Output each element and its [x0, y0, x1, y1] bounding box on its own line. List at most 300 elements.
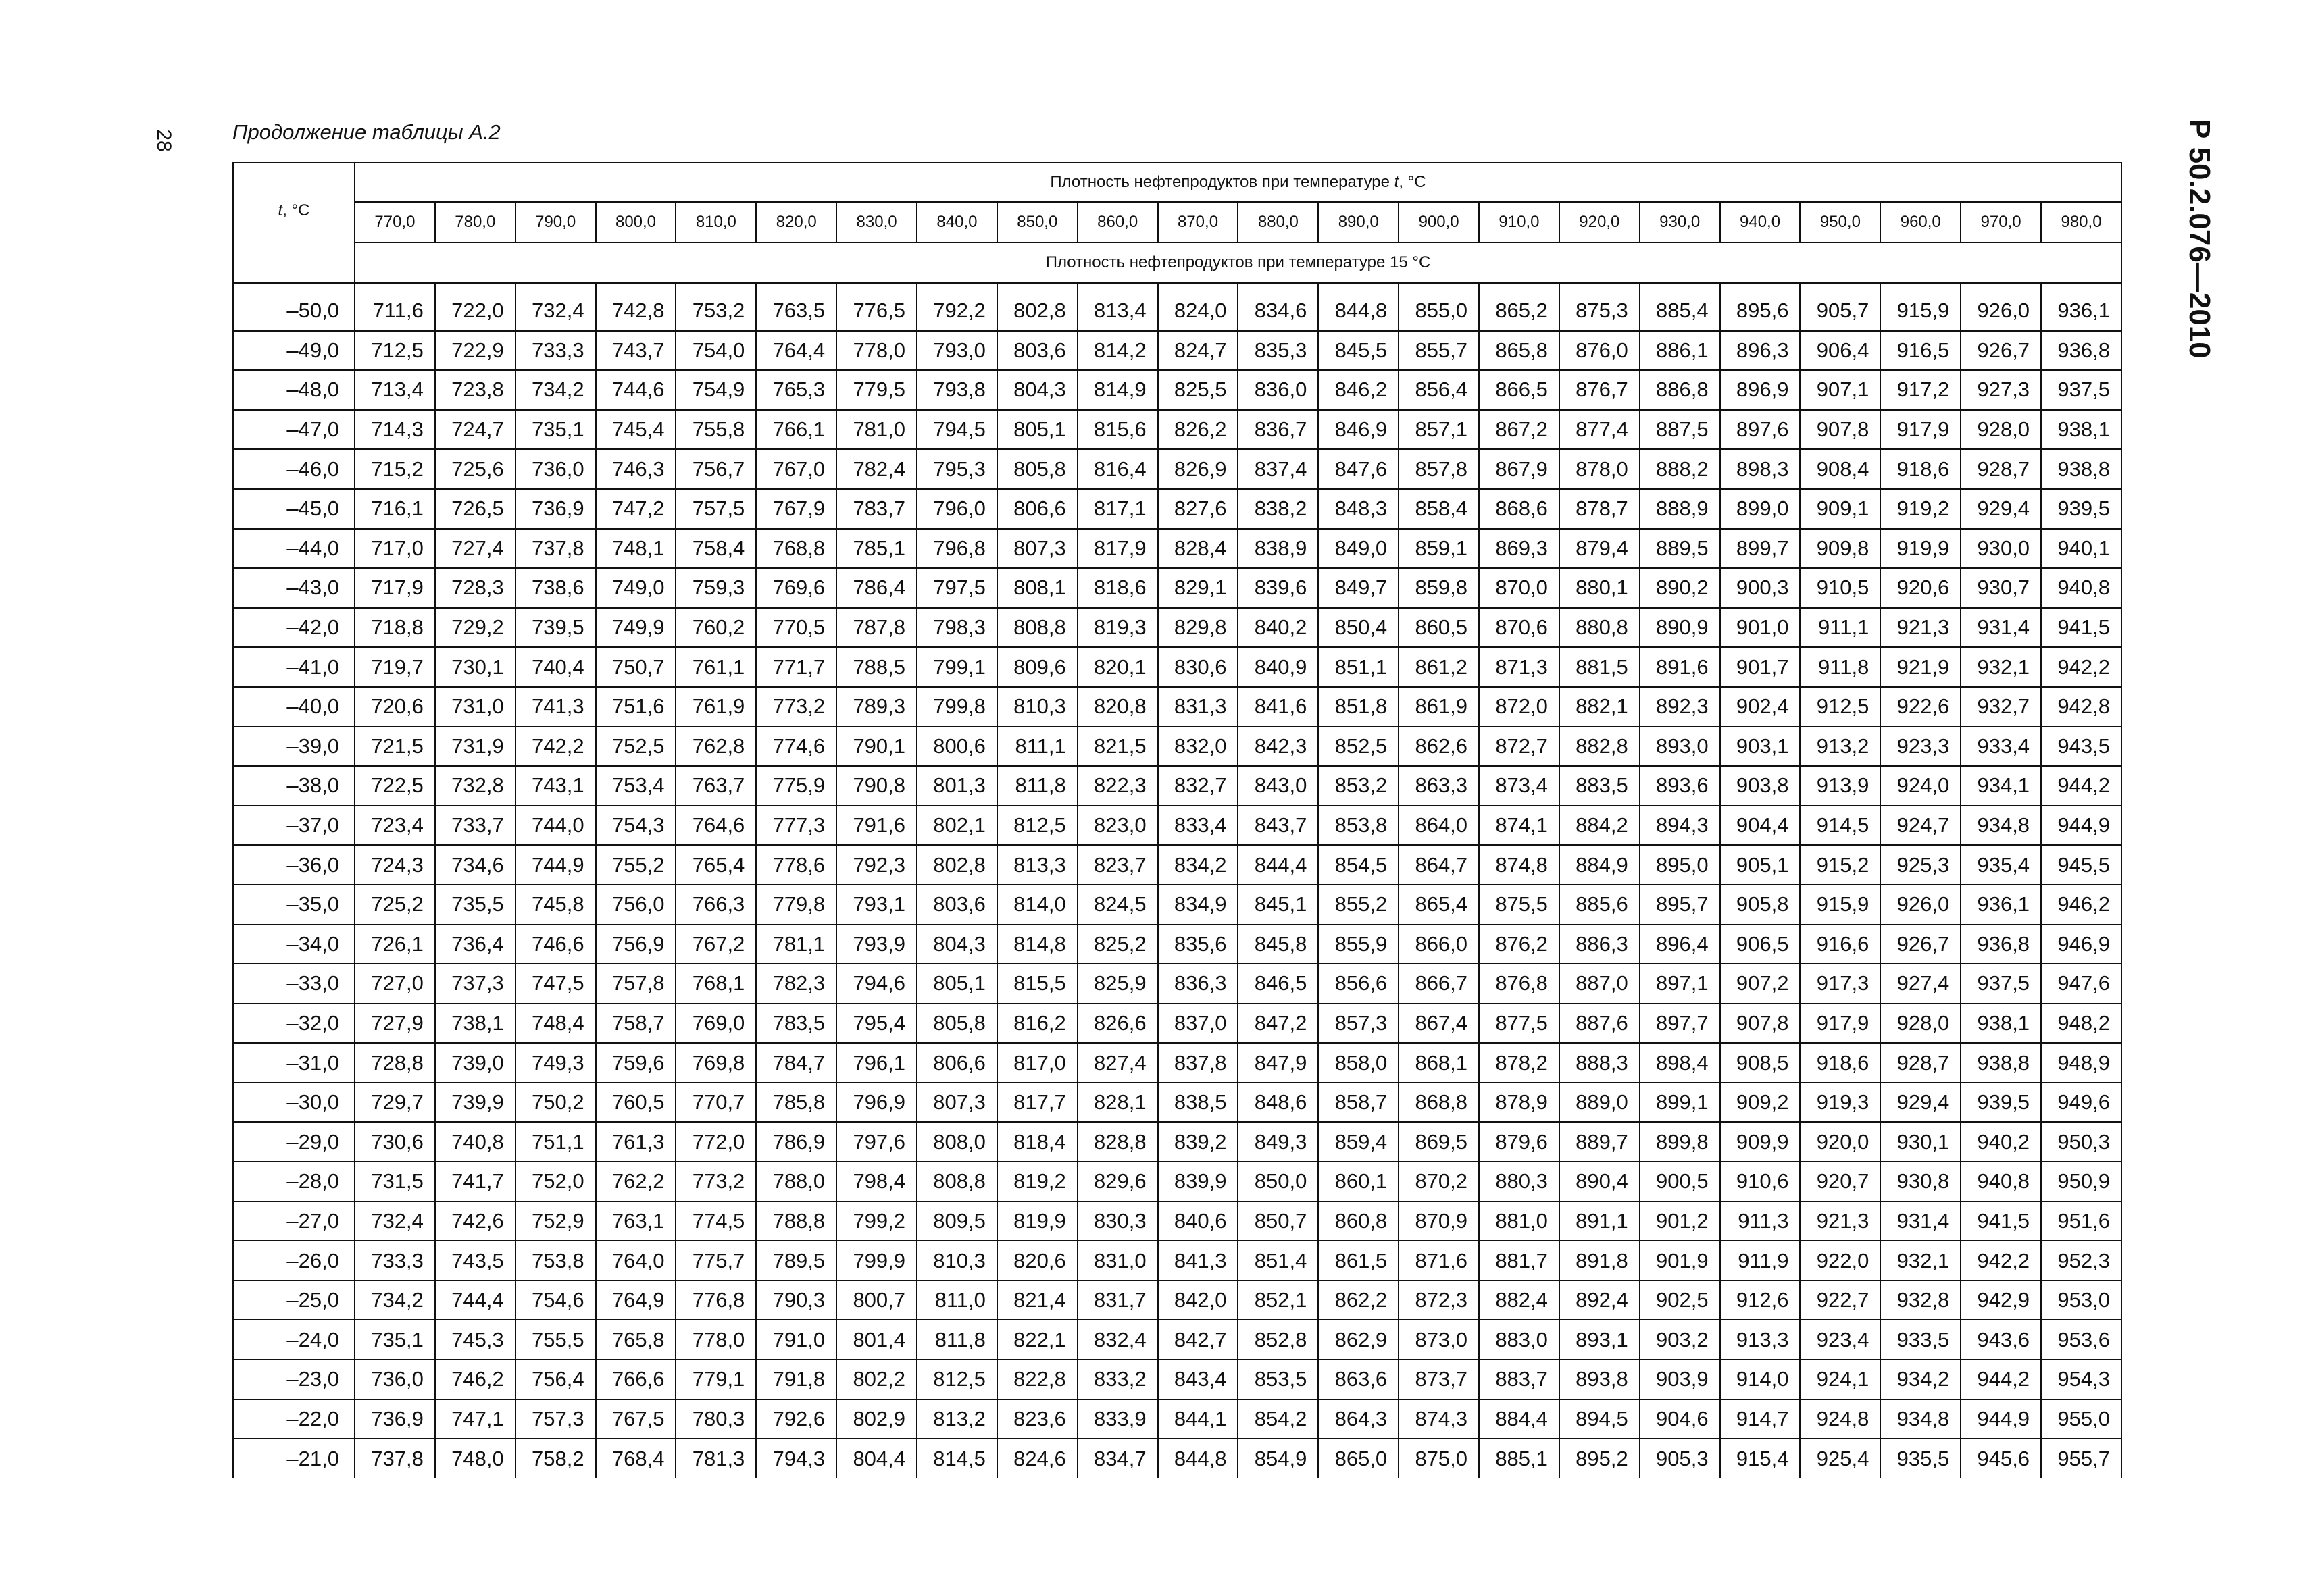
density-cell: 888,2	[1640, 449, 1720, 489]
density-cell: 878,7	[1559, 489, 1640, 529]
table-row	[233, 1004, 2121, 1044]
density-cell: 894,5	[1559, 1399, 1640, 1439]
density-cell: 765,3	[756, 370, 836, 410]
density-cell: 826,9	[1158, 449, 1238, 489]
density-cell: 785,8	[756, 1083, 836, 1123]
column-header: 770,0	[355, 202, 435, 242]
density-cell: 817,0	[997, 1043, 1078, 1083]
table-row	[233, 410, 2121, 450]
density-cell: 809,5	[917, 1202, 997, 1241]
density-cell: 918,6	[1800, 1043, 1880, 1083]
density-cell: 825,5	[1158, 370, 1238, 410]
temperature-cell: –50,0	[233, 283, 355, 331]
density-cell: 902,4	[1720, 687, 1801, 727]
temperature-cell: –32,0	[233, 1004, 355, 1044]
density-cell: 942,2	[1961, 1241, 2041, 1281]
density-cell: 818,6	[1078, 568, 1158, 608]
density-cell: 804,3	[997, 370, 1078, 410]
temperature-cell: –34,0	[233, 925, 355, 964]
density-cell: 823,0	[1078, 806, 1158, 846]
density-cell: 730,1	[435, 647, 515, 687]
density-cell: 766,6	[596, 1360, 676, 1399]
density-cell: 922,7	[1800, 1281, 1880, 1320]
density-cell: 917,9	[1800, 1004, 1880, 1044]
density-cell: 803,6	[997, 331, 1078, 371]
density-cell: 879,4	[1559, 529, 1640, 569]
density-cell: 868,8	[1399, 1083, 1479, 1123]
density-cell: 861,2	[1399, 647, 1479, 687]
density-cell: 873,0	[1399, 1320, 1479, 1360]
density-cell: 923,3	[1880, 727, 1961, 767]
density-cell: 906,5	[1720, 925, 1801, 964]
table-row	[233, 370, 2121, 410]
density-cell: 937,5	[2041, 370, 2121, 410]
density-cell: 912,6	[1720, 1281, 1801, 1320]
density-cell: 856,6	[1318, 964, 1399, 1004]
table-row	[233, 449, 2121, 489]
density-cell: 746,3	[596, 449, 676, 489]
density-cell: 804,4	[836, 1439, 917, 1478]
density-cell: 751,6	[596, 687, 676, 727]
density-cell: 827,4	[1078, 1043, 1158, 1083]
density-cell: 744,9	[515, 845, 596, 885]
density-cell: 755,8	[676, 410, 756, 450]
density-cell: 877,5	[1479, 1004, 1559, 1044]
density-cell: 778,0	[836, 331, 917, 371]
density-cell: 768,8	[756, 529, 836, 569]
density-cell: 954,3	[2041, 1360, 2121, 1399]
density-cell: 926,0	[1880, 885, 1961, 925]
density-cell: 878,0	[1559, 449, 1640, 489]
density-cell: 884,9	[1559, 845, 1640, 885]
density-cell: 755,5	[515, 1320, 596, 1360]
density-cell: 720,6	[355, 687, 435, 727]
density-cell: 783,7	[836, 489, 917, 529]
density-cell: 924,0	[1880, 766, 1961, 806]
density-cell: 712,5	[355, 331, 435, 371]
density-cell: 795,4	[836, 1004, 917, 1044]
density-cell: 799,2	[836, 1202, 917, 1241]
density-cell: 739,5	[515, 608, 596, 648]
density-cell: 915,4	[1720, 1439, 1801, 1478]
density-at-t-header: Плотность нефтепродуктов при температуре t, °C	[355, 163, 2121, 202]
density-cell: 735,1	[355, 1320, 435, 1360]
density-cell: 817,1	[1078, 489, 1158, 529]
density-cell: 798,3	[917, 608, 997, 648]
column-header: 840,0	[917, 202, 997, 242]
density-cell: 819,9	[997, 1202, 1078, 1241]
density-cell: 825,2	[1078, 925, 1158, 964]
density-cell: 877,4	[1559, 410, 1640, 450]
density-cell: 737,8	[515, 529, 596, 569]
density-cell: 736,0	[515, 449, 596, 489]
density-cell: 836,7	[1238, 410, 1318, 450]
density-cell: 750,2	[515, 1083, 596, 1123]
density-cell: 855,9	[1318, 925, 1399, 964]
density-cell: 834,7	[1078, 1439, 1158, 1478]
density-cell: 917,3	[1800, 964, 1880, 1004]
density-cell: 895,2	[1559, 1439, 1640, 1478]
density-cell: 940,2	[1961, 1122, 2041, 1162]
density-cell: 941,5	[1961, 1202, 2041, 1241]
density-cell: 811,8	[997, 766, 1078, 806]
density-cell: 796,0	[917, 489, 997, 529]
density-cell: 905,7	[1800, 283, 1880, 331]
density-cell: 913,2	[1800, 727, 1880, 767]
density-cell: 790,3	[756, 1281, 836, 1320]
temperature-cell: –36,0	[233, 845, 355, 885]
density-cell: 921,3	[1880, 608, 1961, 648]
density-cell: 919,9	[1880, 529, 1961, 569]
density-cell: 899,7	[1720, 529, 1801, 569]
density-cell: 823,7	[1078, 845, 1158, 885]
density-cell: 722,0	[435, 283, 515, 331]
density-cell: 860,8	[1318, 1202, 1399, 1241]
density-cell: 716,1	[355, 489, 435, 529]
density-cell: 891,1	[1559, 1202, 1640, 1241]
density-cell: 861,9	[1399, 687, 1479, 727]
density-cell: 896,4	[1640, 925, 1720, 964]
density-cell: 935,4	[1961, 845, 2041, 885]
density-cell: 814,0	[997, 885, 1078, 925]
density-cell: 820,8	[1078, 687, 1158, 727]
column-header: 910,0	[1479, 202, 1559, 242]
density-cell: 867,2	[1479, 410, 1559, 450]
density-cell: 722,5	[355, 766, 435, 806]
density-cell: 830,6	[1158, 647, 1238, 687]
density-cell: 916,5	[1880, 331, 1961, 371]
density-cell: 915,2	[1800, 845, 1880, 885]
density-cell: 897,7	[1640, 1004, 1720, 1044]
density-cell: 909,8	[1800, 529, 1880, 569]
density-cell: 822,1	[997, 1320, 1078, 1360]
density-cell: 764,6	[676, 806, 756, 846]
temperature-cell: –37,0	[233, 806, 355, 846]
density-cell: 745,8	[515, 885, 596, 925]
density-cell: 866,5	[1479, 370, 1559, 410]
temperature-cell: –46,0	[233, 449, 355, 489]
density-cell: 844,4	[1238, 845, 1318, 885]
density-cell: 934,1	[1961, 766, 2041, 806]
column-header: 860,0	[1078, 202, 1158, 242]
density-cell: 887,0	[1559, 964, 1640, 1004]
density-cell: 726,5	[435, 489, 515, 529]
density-cell: 718,8	[355, 608, 435, 648]
density-cell: 843,4	[1158, 1360, 1238, 1399]
density-cell: 742,6	[435, 1202, 515, 1241]
density-cell: 807,3	[997, 529, 1078, 569]
column-header: 870,0	[1158, 202, 1238, 242]
density-cell: 923,4	[1800, 1320, 1880, 1360]
density-cell: 852,8	[1238, 1320, 1318, 1360]
density-cell: 880,3	[1479, 1162, 1559, 1202]
table-row	[233, 885, 2121, 925]
density-cell: 907,8	[1800, 410, 1880, 450]
density-cell: 829,1	[1158, 568, 1238, 608]
density-cell: 883,7	[1479, 1360, 1559, 1399]
density-cell: 729,7	[355, 1083, 435, 1123]
density-cell: 842,7	[1158, 1320, 1238, 1360]
density-cell: 819,3	[1078, 608, 1158, 648]
density-cell: 814,8	[997, 925, 1078, 964]
density-cell: 863,6	[1318, 1360, 1399, 1399]
density-cell: 778,0	[676, 1320, 756, 1360]
density-cell: 743,5	[435, 1241, 515, 1281]
density-cell: 880,8	[1559, 608, 1640, 648]
density-cell: 775,7	[676, 1241, 756, 1281]
density-cell: 819,2	[997, 1162, 1078, 1202]
density-cell: 735,5	[435, 885, 515, 925]
density-cell: 832,7	[1158, 766, 1238, 806]
density-cell: 901,2	[1640, 1202, 1720, 1241]
density-cell: 883,0	[1479, 1320, 1559, 1360]
density-cell: 796,9	[836, 1083, 917, 1123]
temperature-cell: –25,0	[233, 1281, 355, 1320]
table-row	[233, 1399, 2121, 1439]
density-cell: 898,3	[1720, 449, 1801, 489]
density-cell: 740,8	[435, 1122, 515, 1162]
density-cell: 857,3	[1318, 1004, 1399, 1044]
density-cell: 744,0	[515, 806, 596, 846]
density-cell: 767,9	[756, 489, 836, 529]
density-cell: 911,8	[1800, 647, 1880, 687]
density-cell: 764,0	[596, 1241, 676, 1281]
density-cell: 727,9	[355, 1004, 435, 1044]
density-at-15-header: Плотность нефтепродуктов при температуре 15 °C	[355, 242, 2121, 283]
density-cell: 928,7	[1961, 449, 2041, 489]
density-cell: 837,0	[1158, 1004, 1238, 1044]
density-cell: 950,9	[2041, 1162, 2121, 1202]
density-cell: 901,7	[1720, 647, 1801, 687]
density-cell: 846,5	[1238, 964, 1318, 1004]
density-cell: 767,5	[596, 1399, 676, 1439]
density-cell: 859,4	[1318, 1122, 1399, 1162]
density-cell: 889,0	[1559, 1083, 1640, 1123]
density-cell: 834,2	[1158, 845, 1238, 885]
density-cell: 821,4	[997, 1281, 1078, 1320]
density-cell: 813,2	[917, 1399, 997, 1439]
table-row	[233, 964, 2121, 1004]
density-cell: 717,0	[355, 529, 435, 569]
density-cell: 896,9	[1720, 370, 1801, 410]
density-cell: 758,4	[676, 529, 756, 569]
density-cell: 799,9	[836, 1241, 917, 1281]
density-cell: 872,0	[1479, 687, 1559, 727]
density-cell: 929,4	[1961, 489, 2041, 529]
density-cell: 774,5	[676, 1202, 756, 1241]
density-cell: 794,6	[836, 964, 917, 1004]
density-cell: 936,1	[2041, 283, 2121, 331]
density-cell: 921,9	[1880, 647, 1961, 687]
density-cell: 860,5	[1399, 608, 1479, 648]
density-cell: 802,1	[917, 806, 997, 846]
density-cell: 736,4	[435, 925, 515, 964]
density-cell: 756,4	[515, 1360, 596, 1399]
density-cell: 945,6	[1961, 1439, 2041, 1478]
density-cell: 906,4	[1800, 331, 1880, 371]
density-cell: 870,9	[1399, 1202, 1479, 1241]
density-cell: 749,9	[596, 608, 676, 648]
density-cell: 736,0	[355, 1360, 435, 1399]
density-cell: 943,6	[1961, 1320, 2041, 1360]
density-cell: 802,9	[836, 1399, 917, 1439]
density-cell: 832,4	[1078, 1320, 1158, 1360]
density-cell: 828,1	[1078, 1083, 1158, 1123]
density-cell: 944,2	[2041, 766, 2121, 806]
density-cell: 926,7	[1880, 925, 1961, 964]
density-cell: 924,1	[1800, 1360, 1880, 1399]
density-cell: 898,4	[1640, 1043, 1720, 1083]
density-cell: 874,1	[1479, 806, 1559, 846]
density-cell: 832,0	[1158, 727, 1238, 767]
density-cell: 901,9	[1640, 1241, 1720, 1281]
density-cell: 796,8	[917, 529, 997, 569]
density-cell: 836,3	[1158, 964, 1238, 1004]
density-cell: 842,3	[1238, 727, 1318, 767]
document-code: Р 50.2.076—2010	[2183, 119, 2216, 359]
density-cell: 865,2	[1479, 283, 1559, 331]
temperature-cell: –38,0	[233, 766, 355, 806]
density-cell: 793,9	[836, 925, 917, 964]
density-cell: 732,8	[435, 766, 515, 806]
density-cell: 936,8	[2041, 331, 2121, 371]
density-cell: 931,4	[1961, 608, 2041, 648]
density-cell: 874,8	[1479, 845, 1559, 885]
density-cell: 757,5	[676, 489, 756, 529]
density-cell: 753,2	[676, 283, 756, 331]
density-cell: 876,0	[1559, 331, 1640, 371]
density-cell: 721,5	[355, 727, 435, 767]
density-cell: 900,5	[1640, 1162, 1720, 1202]
density-cell: 769,6	[756, 568, 836, 608]
density-cell: 754,6	[515, 1281, 596, 1320]
density-cell: 779,5	[836, 370, 917, 410]
density-cell: 871,3	[1479, 647, 1559, 687]
density-cell: 809,6	[997, 647, 1078, 687]
density-cell: 831,7	[1078, 1281, 1158, 1320]
density-cell: 853,5	[1238, 1360, 1318, 1399]
density-cell: 915,9	[1800, 885, 1880, 925]
density-cell: 885,1	[1479, 1439, 1559, 1478]
density-cell: 928,7	[1880, 1043, 1961, 1083]
density-cell: 880,1	[1559, 568, 1640, 608]
density-cell: 800,6	[917, 727, 997, 767]
density-cell: 749,3	[515, 1043, 596, 1083]
density-cell: 788,0	[756, 1162, 836, 1202]
density-cell: 929,4	[1880, 1083, 1961, 1123]
density-cell: 882,8	[1559, 727, 1640, 767]
density-cell: 950,3	[2041, 1122, 2121, 1162]
density-cell: 769,0	[676, 1004, 756, 1044]
table-row	[233, 331, 2121, 371]
table-continuation-title: Продолжение таблицы А.2	[232, 120, 501, 144]
density-cell: 845,8	[1238, 925, 1318, 964]
density-cell: 804,3	[917, 925, 997, 964]
density-cell: 938,8	[1961, 1043, 2041, 1083]
density-cell: 847,2	[1238, 1004, 1318, 1044]
density-cell: 920,0	[1800, 1122, 1880, 1162]
density-cell: 899,0	[1720, 489, 1801, 529]
density-cell: 805,8	[917, 1004, 997, 1044]
density-cell: 902,5	[1640, 1281, 1720, 1320]
density-cell: 835,3	[1238, 331, 1318, 371]
table-row	[233, 647, 2121, 687]
density-cell: 810,3	[917, 1241, 997, 1281]
density-cell: 871,6	[1399, 1241, 1479, 1281]
density-cell: 845,5	[1318, 331, 1399, 371]
density-cell: 943,5	[2041, 727, 2121, 767]
table-row	[233, 568, 2121, 608]
density-cell: 932,8	[1880, 1281, 1961, 1320]
column-header: 890,0	[1318, 202, 1399, 242]
density-cell: 760,5	[596, 1083, 676, 1123]
temperature-cell: –47,0	[233, 410, 355, 450]
density-cell: 775,9	[756, 766, 836, 806]
density-cell: 760,2	[676, 608, 756, 648]
density-cell: 796,1	[836, 1043, 917, 1083]
density-cell: 903,2	[1640, 1320, 1720, 1360]
density-cell: 831,0	[1078, 1241, 1158, 1281]
density-cell: 773,2	[756, 687, 836, 727]
density-cell: 729,2	[435, 608, 515, 648]
density-cell: 888,9	[1640, 489, 1720, 529]
density-cell: 790,8	[836, 766, 917, 806]
density-cell: 757,8	[596, 964, 676, 1004]
density-cell: 878,9	[1479, 1083, 1559, 1123]
density-cell: 948,9	[2041, 1043, 2121, 1083]
density-cell: 852,1	[1238, 1281, 1318, 1320]
density-cell: 904,4	[1720, 806, 1801, 846]
density-cell: 894,3	[1640, 806, 1720, 846]
density-cell: 896,3	[1720, 331, 1801, 371]
density-cell: 940,1	[2041, 529, 2121, 569]
density-cell: 905,1	[1720, 845, 1801, 885]
density-cell: 769,8	[676, 1043, 756, 1083]
density-cell: 792,3	[836, 845, 917, 885]
density-cell: 781,0	[836, 410, 917, 450]
density-cell: 823,6	[997, 1399, 1078, 1439]
density-cell: 858,0	[1318, 1043, 1399, 1083]
density-cell: 909,9	[1720, 1122, 1801, 1162]
column-header: 820,0	[756, 202, 836, 242]
density-column-headers	[233, 202, 2121, 242]
density-cell: 812,5	[997, 806, 1078, 846]
density-cell: 711,6	[355, 283, 435, 331]
density-cell: 837,4	[1238, 449, 1318, 489]
density-cell: 850,7	[1238, 1202, 1318, 1241]
density-cell: 952,3	[2041, 1241, 2121, 1281]
density-cell: 816,2	[997, 1004, 1078, 1044]
density-cell: 874,3	[1399, 1399, 1479, 1439]
density-cell: 737,8	[355, 1439, 435, 1478]
density-cell: 938,1	[2041, 410, 2121, 450]
density-cell: 900,3	[1720, 568, 1801, 608]
density-cell: 816,4	[1078, 449, 1158, 489]
density-cell: 822,8	[997, 1360, 1078, 1399]
density-cell: 838,5	[1158, 1083, 1238, 1123]
density-cell: 884,4	[1479, 1399, 1559, 1439]
density-cell: 742,8	[596, 283, 676, 331]
density-cell: 814,5	[917, 1439, 997, 1478]
t-unit: , °C	[282, 201, 310, 220]
density-cell: 766,3	[676, 885, 756, 925]
density-cell: 841,3	[1158, 1241, 1238, 1281]
density-cell: 936,1	[1961, 885, 2041, 925]
density-cell: 785,1	[836, 529, 917, 569]
density-cell: 955,0	[2041, 1399, 2121, 1439]
density-cell: 855,2	[1318, 885, 1399, 925]
density-cell: 803,6	[917, 885, 997, 925]
